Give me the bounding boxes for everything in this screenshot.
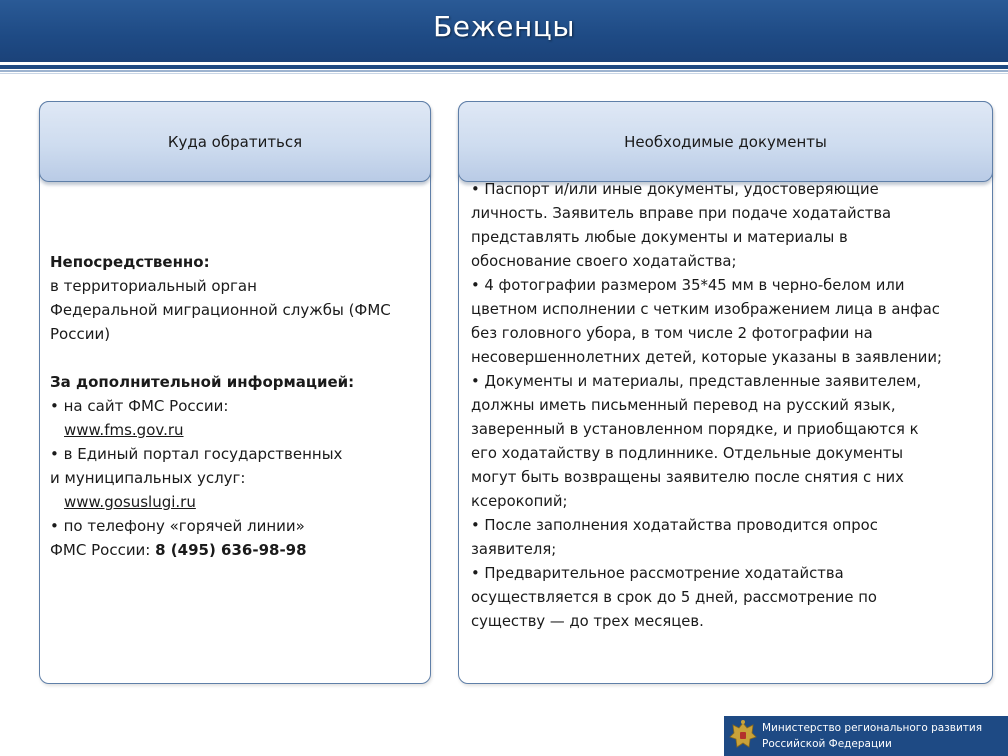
document-requirement-line: несовершеннолетних детей, которые указаны в заявлении; (471, 349, 942, 366)
spacer (50, 346, 422, 370)
document-requirement-line: могут быть возвращены заявителю после снятия с них (471, 469, 904, 486)
direct-title: Непосредственно: (50, 253, 210, 271)
document-requirement-line: представлять любые документы и материалы в (471, 229, 848, 246)
document-requirement-line: его ходатайству в подлиннике. Отдельные документы (471, 445, 904, 462)
where-to-apply-body (50, 250, 422, 562)
document-requirement-line: осуществляется в срок до 5 дней, рассмотрение по (471, 589, 877, 606)
document-requirement-line: • После заполнения ходатайства проводится опрос (471, 517, 878, 534)
document-requirement-line: заявителя; (471, 541, 557, 558)
hotline-phone-row (50, 538, 422, 562)
required-documents-body (471, 178, 986, 634)
document-requirement-line: существу — до трех месяцев. (471, 613, 704, 630)
ministry-name-line2: Российской Федерации (762, 738, 892, 750)
document-requirement-line: заверенный в установленном порядке, и приобщаются к (471, 421, 919, 438)
ministry-name (762, 720, 982, 752)
portal-item-line1: • в Единый портал государственных (50, 445, 343, 463)
hotline-item: • по телефону «горячей линии» (50, 517, 305, 535)
hotline-phone-prefix: ФМС России: (50, 541, 156, 559)
document-requirement-line: без головного убора, в том числе 2 фотографии на (471, 325, 873, 342)
document-requirement-line: • Предварительное рассмотрение ходатайства (471, 565, 844, 582)
header-divider-faint (0, 73, 1008, 74)
gosuslugi-link[interactable]: www.gosuslugi.ru (64, 493, 196, 511)
where-to-apply-heading: Куда обратиться (39, 101, 431, 182)
where-to-apply-panel (39, 101, 431, 684)
direct-line: Федеральной миграционной службы (ФМС (50, 301, 391, 319)
document-requirement-line: • Документы и материалы, представленные заявителем, (471, 373, 922, 390)
document-requirement-line: ксерокопий; (471, 493, 568, 510)
document-requirement-line: должны иметь письменный перевод на русский язык, (471, 397, 896, 414)
required-documents-heading: Необходимые документы (458, 101, 993, 182)
header-divider-blue (0, 65, 1008, 69)
direct-line: России) (50, 325, 111, 343)
document-requirement-line: личность. Заявитель вправе при подаче ходатайства (471, 205, 892, 222)
fms-site-link[interactable]: www.fms.gov.ru (64, 421, 184, 439)
hotline-phone-number: 8 (495) 636-98-98 (155, 541, 307, 559)
direct-line: в территориальный орган (50, 277, 257, 295)
document-requirement-line: • Паспорт и/или иные документы, удостоверяющие (471, 181, 879, 198)
ministry-name-line1: Министерство регионального развития (762, 722, 983, 734)
portal-item-line2: и муниципальных услуг: (50, 469, 246, 487)
document-requirement-line: цветном исполнении с четким изображением лица в анфас (471, 301, 940, 318)
header-bar (0, 0, 1008, 62)
extra-info-title: За дополнительной информацией: (50, 373, 355, 391)
required-documents-panel (458, 101, 993, 684)
fms-site-item: • на сайт ФМС России: (50, 397, 229, 415)
document-requirement-line: • 4 фотографии размером 35*45 мм в черно-белом или (471, 277, 905, 294)
coat-of-arms-icon (728, 719, 758, 753)
header-divider-light (0, 70, 1008, 72)
page-title: Беженцы (433, 10, 575, 43)
ministry-footer (724, 716, 1008, 756)
document-requirement-line: обоснование своего ходатайства; (471, 253, 737, 270)
